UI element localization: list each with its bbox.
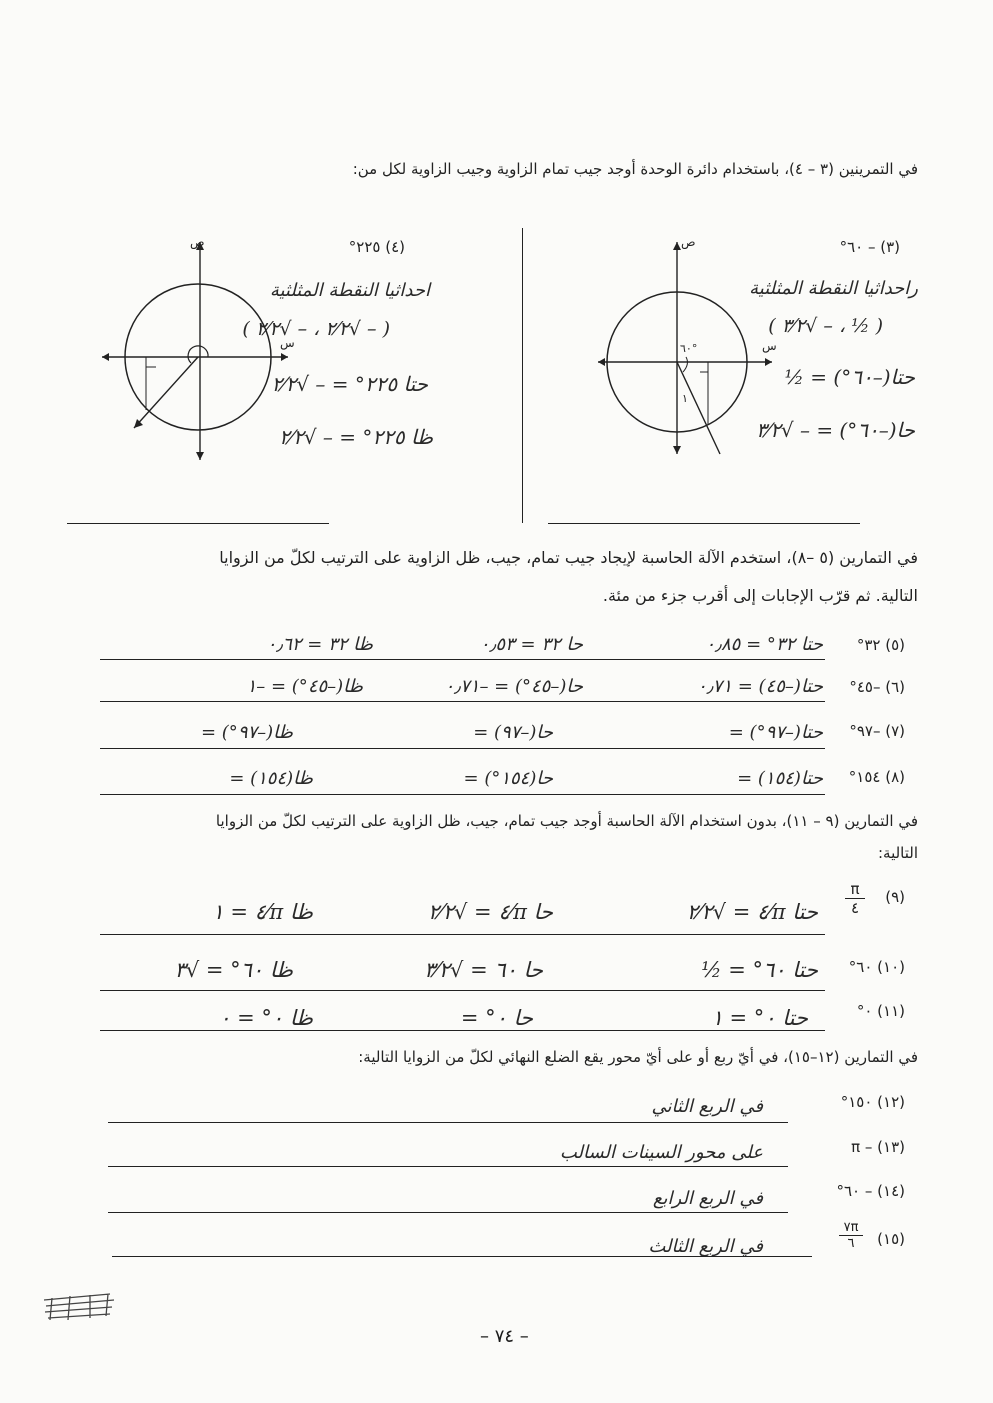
ex3-x-arrow-right <box>765 358 772 366</box>
page-number: – ٧٤ – <box>480 1326 529 1347</box>
ex5-cos: حتا ٣٢° = ٠٫٨٥ <box>705 634 823 655</box>
ex4-x-arrow-left <box>102 353 109 361</box>
ex3-terminal-ray <box>677 362 720 454</box>
ex4-unit-circle-diagram <box>98 232 298 467</box>
ex9-label-number: (٩) <box>885 888 905 906</box>
ex12-answer: في الربع الثاني <box>651 1096 763 1117</box>
ex10-cos: حتا ٦٠° = ½ <box>701 958 818 982</box>
ex4-y-arrow-down <box>196 452 204 460</box>
ex10-tan: ظا ٦٠° = √٣ <box>174 958 293 982</box>
ex12-label: (١٢) ١٥٠° <box>840 1093 905 1111</box>
ex4-answer-line2: ( – √٢⁄٢ ، – √٢⁄٢ ) <box>242 318 390 340</box>
ex11-sin: حا ٠° = <box>460 1006 533 1030</box>
ex15-label-denominator: ٦ <box>847 1236 855 1251</box>
ex15-label-numerator: ٧π <box>839 1220 863 1236</box>
ex4-terminal-ray <box>134 357 198 428</box>
ex8-answer-rule <box>100 794 825 795</box>
ex9-cos: حتا π⁄٤ = √٢⁄٢ <box>686 900 818 924</box>
ex10-label: (١٠) ٦٠° <box>848 958 905 976</box>
ex4-axis-y-label: ص <box>190 235 205 249</box>
ex3-y-arrow-up <box>673 242 681 250</box>
ex9-label-numerator: π <box>845 880 865 899</box>
ex8-sin: حا(١٥٤°) = <box>463 768 553 789</box>
ex6-cos: حتا(–٤٥) = ٠٫٧١ <box>697 676 823 697</box>
ex5-tan: ظا ٣٢ = ٠٫٦٢ <box>266 634 373 655</box>
ex11-answer-rule <box>100 1030 825 1031</box>
ex7-label: (٧) –٩٧° <box>849 722 905 740</box>
ex3-angle-label: ٦٠° <box>680 342 698 355</box>
ex10-answer-rule <box>100 990 825 991</box>
ex15-answer: في الربع الثالث <box>648 1236 763 1257</box>
ex4-answer-rule <box>67 523 329 524</box>
ex7-answer-rule <box>100 748 825 749</box>
ex4-axis-x-label: س <box>280 336 295 350</box>
ex13-label: (١٣) – π <box>851 1138 905 1156</box>
ex14-answer-rule <box>108 1212 788 1213</box>
ex8-label: (٨) ١٥٤° <box>848 768 905 786</box>
ex15-label-fraction <box>839 1220 863 1251</box>
ex4-cos-line: حتا ٢٢٥° = – √٢⁄٢ <box>271 372 428 396</box>
instruction-ex12-15: في التمارين (١٢–١٥)، في أيّ ربع أو على أيّ محور يقع الضلع النهائي لكلّ من الزوايا التالية: <box>358 1048 918 1066</box>
column-divider <box>522 228 523 523</box>
ex3-axis-x-label: س <box>762 339 777 353</box>
ex3-y-arrow-down <box>673 446 681 454</box>
ex3-cos-line: حتا(–٦٠°) = ½ <box>784 365 915 389</box>
ex6-tan: ظا(–٤٥°) = –١ <box>246 676 363 697</box>
ex15-label-number: (١٥) <box>877 1230 905 1248</box>
ex7-cos: حتا(–٩٧°) = <box>728 722 823 743</box>
ex6-label: (٦) –٤٥° <box>849 678 905 696</box>
ex4-x-arrow-right <box>281 353 288 361</box>
ex5-label: (٥) ٣٢° <box>856 636 905 654</box>
ex11-label: (١١) ٠° <box>856 1002 905 1020</box>
ex12-answer-rule <box>108 1122 788 1123</box>
ex3-unit-circle-diagram <box>590 232 790 462</box>
instruction-ex3-4: في التمرينين (٣ – ٤)، باستخدام دائرة الوحدة أوجد جيب تمام الزاوية وجيب الزاوية لكل من: <box>352 160 918 178</box>
ex11-tan: ظا ٠° = ٠ <box>219 1006 313 1030</box>
ex9-label-denominator: ٤ <box>850 899 860 917</box>
ex4-sin-line: ظا ٢٢٥° = – √٢⁄٢ <box>278 425 433 449</box>
library-stamp <box>40 1290 120 1326</box>
ex5-answer-rule <box>100 659 825 660</box>
ex4-angle-arc <box>188 346 208 363</box>
ex14-answer: في الربع الرابع <box>652 1188 763 1209</box>
ex9-tan: ظا π⁄٤ = ١ <box>212 900 313 924</box>
ex14-label: (١٤) – ٦٠° <box>836 1182 905 1200</box>
instruction-ex9-11-line2: التالية: <box>877 844 918 862</box>
ex3-radius-label: ١ <box>682 392 688 405</box>
ex13-answer-rule <box>108 1166 788 1167</box>
ex3-answer-line2: ( ½ ، – √٣⁄٢ ) <box>768 315 883 337</box>
ex3-answer-line1: راحداثيا النقطة المثلثية <box>749 278 918 299</box>
ex7-tan: ظا(–٩٧°) = <box>200 722 293 743</box>
ex13-answer: على محور السينات السالب <box>559 1142 763 1163</box>
ex3-label: (٣) – ٦٠° <box>839 238 900 256</box>
ex8-tan: ظا(١٥٤) = <box>229 768 313 789</box>
ex6-answer-rule <box>100 701 825 702</box>
ex3-answer-rule <box>548 523 860 524</box>
ex10-sin: حا ٦٠ = √٣⁄٢ <box>423 958 543 982</box>
ex3-angle-arc <box>683 357 687 372</box>
ex9-sin: حا π⁄٤ = √٢⁄٢ <box>427 900 553 924</box>
instruction-ex5-8-line2: التالية. ثم قرّب الإجابات إلى أقرب جزء من مئة. <box>602 586 918 605</box>
ex5-sin: حا ٣٢ = ٠٫٥٣ <box>479 634 583 655</box>
ex11-cos: حتا ٠° = ١ <box>711 1006 808 1030</box>
instruction-ex9-11-line1: في التمارين (٩ – ١١)، بدون استخدام الآلة الحاسبة أوجد جيب تمام، جيب، ظل الزاوية على الترتيب لكلّ من الزوايا <box>215 812 918 830</box>
ex7-sin: حا(–٩٧) = <box>473 722 553 743</box>
ex4-label: (٤) ٢٢٥° <box>348 238 405 256</box>
ex3-sin-line: حا(–٦٠°) = – √٣⁄٢ <box>756 418 915 442</box>
ex4-answer-line1: احداثيا النقطة المثلثية <box>269 280 430 301</box>
instruction-ex5-8-line1: في التمارين (٥ –٨)، استخدم الآلة الحاسبة لإيجاد جيب تمام، جيب، ظل الزاوية على الترتيب لكلّ من الزوايا <box>219 548 918 567</box>
ex9-answer-rule <box>100 934 825 935</box>
ex3-x-arrow-left <box>598 358 605 366</box>
ex6-sin: حا(–٤٥°) = –٠٫٧١ <box>444 676 583 697</box>
ex9-label-fraction <box>845 880 865 917</box>
ex3-axis-y-label: ص <box>681 235 696 249</box>
stamp-scribble <box>44 1294 114 1320</box>
ex15-answer-rule <box>112 1256 812 1257</box>
ex8-cos: حتا(١٥٤) = <box>737 768 823 789</box>
